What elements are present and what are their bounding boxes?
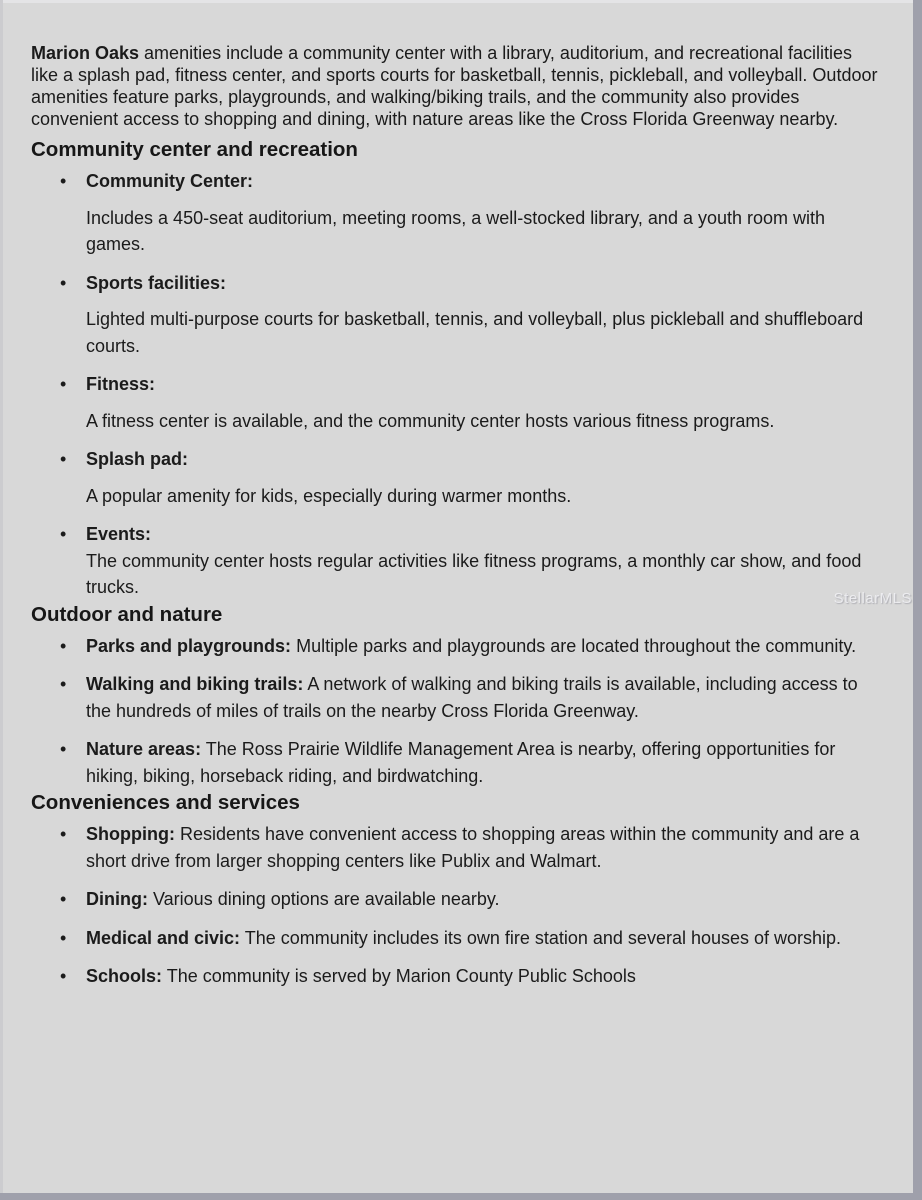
item-body: The Ross Prairie Wildlife Management Area is nearby, offering opportunities for hiking, biking, horseback riding, and birdwatching. bbox=[86, 739, 836, 786]
section-heading-outdoor-and-nature: Outdoor and nature bbox=[31, 602, 223, 626]
community-center-list bbox=[31, 168, 882, 601]
item-label: Nature areas: bbox=[86, 739, 202, 759]
section-heading-conveniences-and-services: Conveniences and services bbox=[31, 791, 300, 814]
item-label: • Community Center: bbox=[86, 171, 254, 191]
list-item-medical-and-civic bbox=[31, 925, 882, 952]
conveniences-services-list bbox=[31, 821, 882, 990]
item-label: • Sports facilities: bbox=[86, 272, 227, 293]
item-body: The community is served by Marion County Public Schools bbox=[166, 966, 636, 986]
item-label: Shopping: bbox=[86, 824, 175, 844]
intro-text: amenities include a community center with a library, auditorium, and recreational facilities like a splash pad, fitness center, and sports courts for basketball, tennis, pickleball, and volleyball. Outdoor amenities feature parks, playgrounds, and walking/biking trails, and the community also provides convenient access to shopping and dining, with nature areas like the Cross Florida Greenway nearby. bbox=[31, 43, 878, 129]
item-label: • Splash pad: bbox=[86, 449, 189, 469]
item-label: Medical and civic: bbox=[86, 927, 241, 948]
item-text bbox=[86, 736, 882, 789]
item-body: The community includes its own fire station and several houses of worship. bbox=[244, 927, 842, 948]
item-text: A popular amenity for kids, especially during warmer months. bbox=[86, 485, 572, 506]
item-text: The community center hosts regular activities like fitness programs, a monthly car show, and food trucks. bbox=[86, 550, 862, 597]
section-heading-community-center-and-recreation: Community center and recreation bbox=[31, 138, 358, 161]
item-label: Schools: bbox=[86, 966, 163, 986]
list-item-schools bbox=[31, 963, 882, 990]
stellar-mls-watermark: StellarMLS bbox=[833, 590, 912, 607]
item-text bbox=[86, 633, 882, 660]
list-item-splash-pad bbox=[31, 446, 882, 509]
item-label: • Fitness: bbox=[86, 374, 156, 394]
list-item-fitness bbox=[31, 371, 882, 434]
list-item-events bbox=[31, 521, 882, 601]
item-body: Residents have convenient access to shopping areas within the community and are a short drive from larger shopping centers like Publix and Walmart. bbox=[86, 824, 860, 871]
item-text bbox=[86, 886, 882, 913]
list-item-dining bbox=[31, 886, 882, 913]
item-text bbox=[86, 925, 882, 952]
item-text bbox=[86, 821, 882, 874]
list-item-nature-areas bbox=[31, 736, 882, 789]
item-label: Walking and biking trails: bbox=[86, 674, 304, 694]
item-label: Dining: bbox=[86, 889, 148, 909]
intro-lead: Marion Oaks bbox=[31, 43, 140, 63]
item-label: Parks and playgrounds: bbox=[86, 635, 292, 656]
outdoor-nature-list bbox=[31, 633, 882, 790]
item-text: Includes a 450-seat auditorium, meeting rooms, a well-stocked library, and a youth room with games. bbox=[86, 207, 826, 254]
item-text: Lighted multi-purpose courts for basketball, tennis, and volleyball, plus pickleball and shuffleboard courts. bbox=[86, 309, 864, 356]
item-body: Multiple parks and playgrounds are located throughout the community. bbox=[296, 635, 857, 656]
list-item-community-center bbox=[31, 168, 882, 258]
list-item-parks-and-playgrounds bbox=[31, 633, 882, 660]
item-body: Various dining options are available nearby. bbox=[153, 889, 500, 909]
item-body: A network of walking and biking trails is available, including access to the hundreds of miles of trails on the nearby Cross Florida Greenway. bbox=[86, 674, 858, 721]
item-label: • Events: bbox=[86, 524, 152, 544]
list-item-shopping bbox=[31, 821, 882, 874]
list-item-sports-facilities bbox=[31, 270, 882, 360]
item-text: A fitness center is available, and the community center hosts various fitness programs. bbox=[86, 410, 775, 431]
list-item-walking-and-biking-trails bbox=[31, 671, 882, 724]
intro-paragraph bbox=[31, 42, 882, 130]
item-text bbox=[86, 671, 882, 724]
item-text bbox=[86, 963, 882, 990]
